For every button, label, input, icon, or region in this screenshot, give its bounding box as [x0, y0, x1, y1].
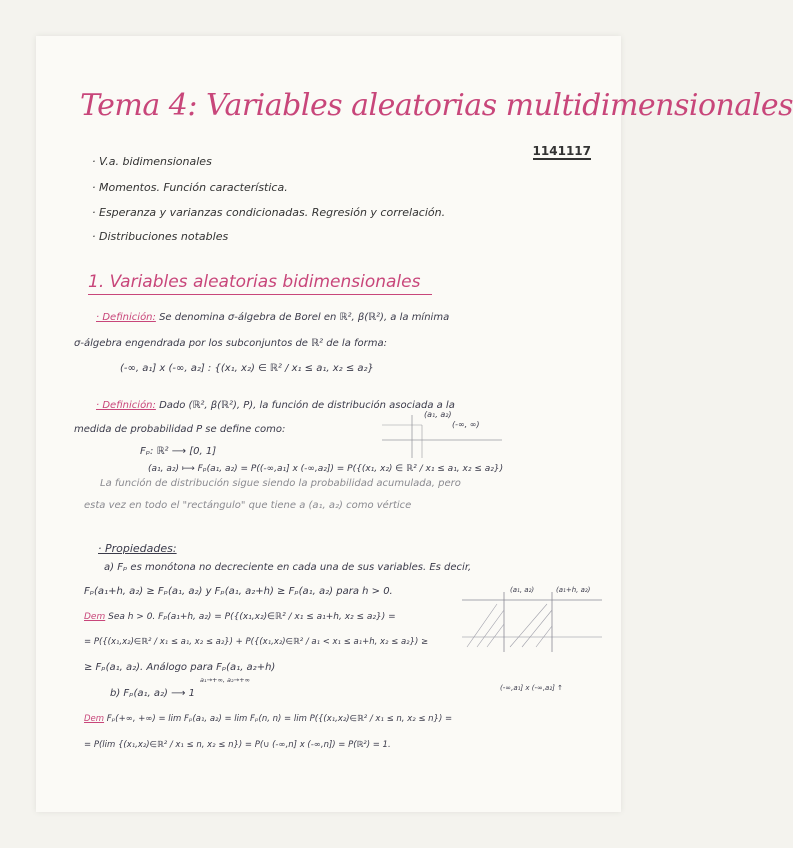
dem-label: Dem: [84, 612, 106, 622]
definition-text: Se denomina σ-álgebra de Borel en ℝ², β(ℝ²), a la mínima: [159, 312, 450, 323]
definition-label: · Definición:: [96, 312, 156, 323]
properties-heading: · Propiedades:: [98, 542, 177, 555]
definition-1-formula: (-∞, a₁] x (-∞, a₂] : {(x₁, x₂) ∈ ℝ² / x₁ ≤ a₁, x₂ ≤ a₂}: [120, 363, 374, 374]
proof-a-line1: [84, 612, 396, 622]
side-note: (-∞,a₁] x (-∞,a₂] ↑: [500, 684, 563, 692]
proof-text: Fₚ(+∞, +∞) = lim Fₚ(a₁, a₂) = lim Fₚ(n, n) = lim P({(x₁,x₂)∈ℝ² / x₁ ≤ n, x₂ ≤ n}) =: [106, 714, 453, 724]
proof-b-line1: [84, 714, 452, 724]
hatched-grid-sketch: [462, 592, 602, 656]
definition-2-line2: medida de probabilidad P se define como:: [74, 424, 286, 435]
dem-label: Dem: [84, 714, 105, 724]
limit-arrow-label: a₁→+∞, a₂→+∞: [200, 676, 250, 684]
property-a: a) Fₚ es monótona no decreciente en cada una de sus variables. Es decir,: [104, 562, 472, 573]
definition-1-line1: [96, 312, 449, 323]
property-a-inequality: Fₚ(a₁+h, a₂) ≥ Fₚ(a₁, a₂) y Fₚ(a₁, a₂+h) ≥ Fₚ(a₁, a₂) para h > 0.: [84, 586, 393, 597]
note-line: esta vez en todo el "rectángulo" que tiene a (a₁, a₂) como vértice: [84, 500, 412, 511]
toc-item: · Momentos. Función característica.: [92, 181, 288, 194]
toc-item: · Distribuciones notables: [92, 230, 229, 243]
proof-b-line2: = P(lim {(x₁,x₂)∈ℝ² / x₁ ≤ n, x₂ ≤ n}) = P(∪ (-∞,n] x (-∞,n]) = P(ℝ²) = 1.: [84, 740, 391, 750]
axes-label: (a₁, a₂): [424, 410, 452, 419]
definition-label: · Definición:: [96, 400, 156, 411]
proof-a-line3: ≥ Fₚ(a₁, a₂). Análogo para Fₚ(a₁, a₂+h): [84, 662, 276, 673]
code-box: 1141117: [532, 144, 591, 158]
grid-label: (a₁+h, a₂): [556, 586, 591, 594]
section-heading: 1. Variables aleatorias bidimensionales: [88, 272, 421, 292]
section-underline: [88, 294, 432, 295]
page-title: Tema 4: Variables aleatorias multidimensionales: [80, 88, 793, 123]
definition-text: Dado (ℝ², β(ℝ²), P), la función de distribución asociada a la: [159, 400, 455, 411]
proof-a-line2: = P({(x₁,x₂)∈ℝ² / x₁ ≤ a₁, x₂ ≤ a₂}) + P({(x₁,x₂)∈ℝ² / a₁ < x₁ ≤ a₁+h, x₂ ≤ a₂}) ≥: [84, 637, 429, 647]
axes-label: (-∞, ∞): [452, 420, 480, 429]
function-map-detail: (a₁, a₂) ⟼ Fₚ(a₁, a₂) = P((-∞,a₁] x (-∞,a₂]) = P({(x₁, x₂) ∈ ℝ² / x₁ ≤ a₁, x₂ ≤ a₂}): [148, 464, 504, 474]
toc-item: · V.a. bidimensionales: [92, 155, 212, 168]
toc-item: · Esperanza y varianzas condicionadas. Regresión y correlación.: [92, 206, 446, 219]
proof-text: Sea h > 0. Fₚ(a₁+h, a₂) = P({(x₁,x₂)∈ℝ² / x₁ ≤ a₁+h, x₂ ≤ a₂}) =: [108, 612, 396, 622]
function-map: Fₚ: ℝ² ⟶ [0, 1]: [140, 446, 217, 457]
definition-1-line2: σ-álgebra engendrada por los subconjuntos de ℝ² de la forma:: [74, 338, 387, 349]
note-line: La función de distribución sigue siendo la probabilidad acumulada, pero: [100, 478, 461, 489]
grid-label: (a₁, a₂): [510, 586, 535, 594]
property-b: b) Fₚ(a₁, a₂) ⟶ 1: [110, 688, 195, 699]
